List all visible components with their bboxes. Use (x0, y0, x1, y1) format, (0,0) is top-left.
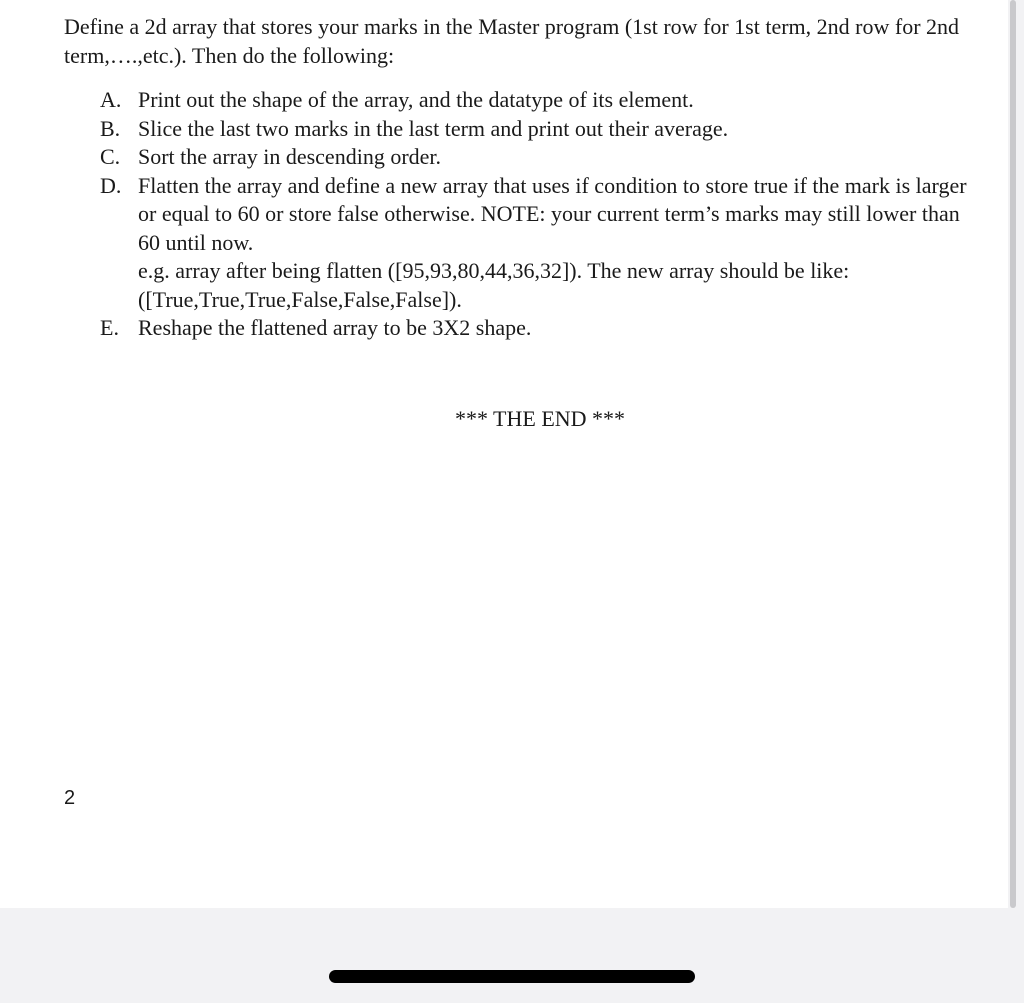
end-marker: *** THE END *** (454, 406, 626, 431)
task-letter: B. (100, 115, 121, 141)
intro-paragraph: Define a 2d array that stores your marks in the Master program (1st row for 1st term, 2nd row for 2nd term,….,etc.). Then do the following: (64, 14, 960, 68)
task-letter: C. (100, 144, 121, 169)
vertical-scrollbar[interactable] (1010, 0, 1016, 908)
task-letter: E. (100, 315, 119, 340)
task-text: Sort the array in descending order. (138, 144, 442, 169)
task-item-a (100, 86, 980, 115)
task-text: Print out the shape of the array, and the datatype of its element. (138, 87, 694, 112)
task-letter: A. (100, 87, 122, 112)
task-item-e (100, 314, 980, 343)
page-number: 2 (64, 787, 76, 809)
task-item-c (100, 143, 980, 172)
task-item-b (100, 115, 980, 144)
task-body (138, 172, 980, 315)
task-text: Flatten the array and define a new array that uses if condition to store true if the mark is larger or equal to 60 or store false otherwise. NOTE: your current term’s marks may still lower than 60 until now. (138, 172, 967, 255)
task-text: Reshape the flattened array to be 3X2 shape. (138, 315, 532, 340)
task-example: e.g. array after being flatten ([95,93,80,44,36,32]). The new array should be like: ([True,True,True,False,False,False]). (138, 258, 850, 312)
task-item-d (100, 172, 980, 315)
task-text: Slice the last two marks in the last term and print out their average. (138, 115, 729, 141)
task-letter: D. (100, 172, 122, 198)
task-list (100, 86, 980, 343)
home-indicator[interactable] (329, 970, 695, 983)
